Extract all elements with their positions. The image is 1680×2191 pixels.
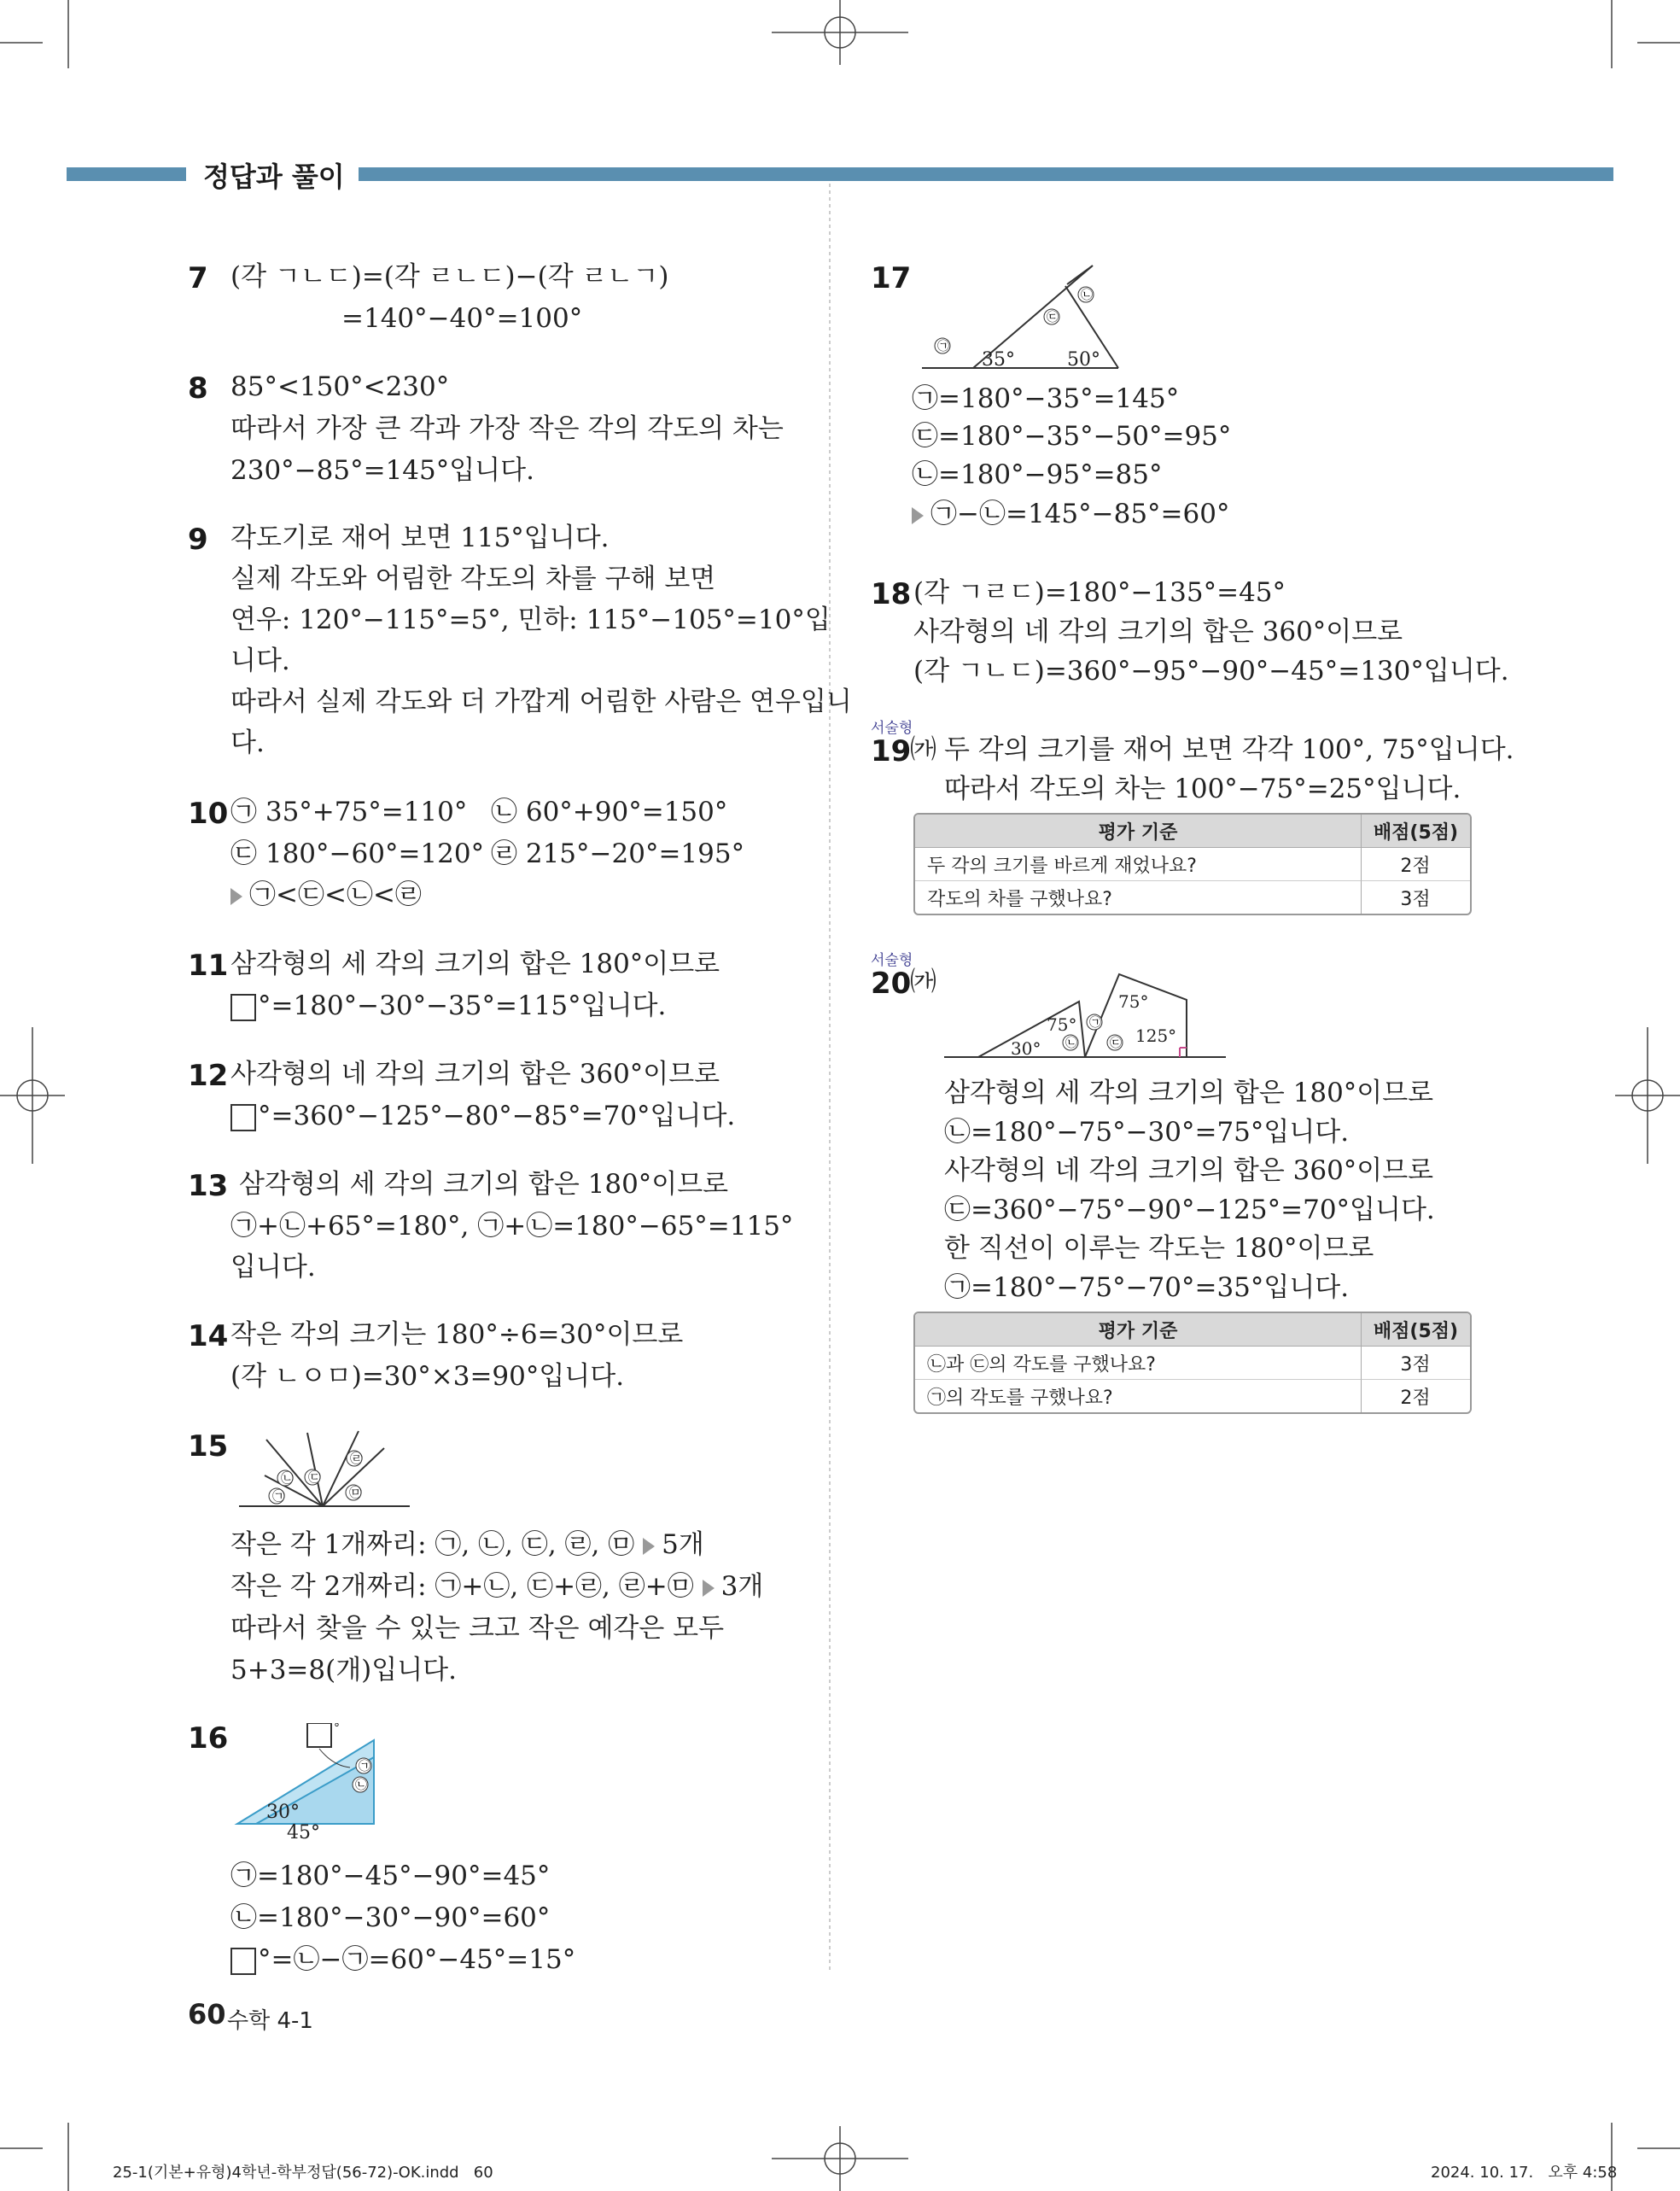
table-cell: 3점 bbox=[1361, 1347, 1470, 1380]
answer-line: 사각형의 네 각의 크기의 합은 360°이므로 bbox=[230, 1059, 720, 1090]
answer-line: 따라서 가장 큰 각과 가장 작은 각의 각도의 차는 bbox=[230, 413, 784, 444]
answer-text: 3개 bbox=[720, 1571, 764, 1602]
figure-label: 75° bbox=[1047, 1014, 1077, 1035]
table-row bbox=[915, 848, 1470, 881]
answer-line bbox=[230, 1099, 735, 1133]
answer-line: (각 ㄴㅇㅁ)=30°×3=90°입니다. bbox=[230, 1361, 625, 1392]
answer-line: ㉡=180°−30°−90°=60° bbox=[230, 1902, 551, 1933]
header-bar-right bbox=[359, 167, 1613, 181]
triangle-rulers-figure bbox=[230, 1723, 384, 1851]
answer-line: ㉠=180°−35°=145° bbox=[912, 383, 1180, 414]
answer-line: 두 각의 크기를 재어 보면 각각 100°, 75°입니다. bbox=[944, 734, 1514, 765]
problem-number: 12 bbox=[188, 1059, 229, 1093]
page-number: 60 bbox=[188, 1998, 226, 2030]
answer-line: ㉣ 215°−20°=195° bbox=[491, 838, 745, 869]
problem-number: 20 bbox=[871, 967, 912, 1001]
blank-box-icon bbox=[230, 994, 256, 1021]
figure-label: ㉣ bbox=[350, 1451, 364, 1466]
scoring-table bbox=[913, 813, 1472, 915]
essay-tag: 서술형 bbox=[871, 952, 913, 969]
table-cell: 각도의 차를 구했나요? bbox=[927, 888, 1112, 910]
figure-label: ㉡ bbox=[1065, 1037, 1077, 1050]
answer-line: ㉡ 60°+90°=150° bbox=[491, 797, 728, 827]
answer-line: 삼각형의 세 각의 크기의 합은 180°이므로 bbox=[230, 949, 720, 979]
figure-label: ㉡ bbox=[281, 1470, 295, 1486]
answer-line: =140°−40°=100° bbox=[341, 303, 583, 334]
answer-line: 실제 각도와 어림한 각도의 차를 구해 보면 bbox=[230, 564, 716, 594]
answer-text: °=360°−125°−80°−85°=70°입니다. bbox=[258, 1101, 736, 1131]
table-header: 평가 기준 bbox=[915, 1313, 1361, 1347]
blank-box-icon bbox=[230, 1948, 256, 1975]
answer-line: ㉠+㉡+65°=180°, ㉠+㉡=180°−65°=115° bbox=[230, 1211, 794, 1242]
answer-line: 입니다. bbox=[230, 1252, 316, 1282]
answer-line: 삼각형의 세 각의 크기의 합은 180°이므로 bbox=[944, 1078, 1434, 1108]
problem-number: 17 bbox=[871, 261, 912, 295]
arrow-icon bbox=[643, 1538, 655, 1555]
problem-number: 15 bbox=[188, 1429, 229, 1464]
problem-number: 10 bbox=[188, 797, 229, 831]
answer-line: 따라서 각도의 차는 100°−75°=25°입니다. bbox=[944, 774, 1461, 804]
figure-label: 30° bbox=[266, 1802, 300, 1823]
answer-line: 따라서 실제 각도와 더 가깝게 어림한 사람은 연우입니 bbox=[230, 687, 852, 717]
figure-label: ㉢ bbox=[1047, 311, 1059, 324]
print-date: 2024. 10. 17. 오후 4:58 bbox=[1431, 2164, 1618, 2182]
figure-label: ㉢ bbox=[308, 1469, 322, 1485]
answer-line: 230°−85°=145°입니다. bbox=[230, 455, 534, 486]
figure-label: ㉠ bbox=[1089, 1016, 1101, 1030]
answer-line bbox=[912, 497, 1229, 531]
figure-label: 125° bbox=[1135, 1025, 1177, 1046]
answer-text: ㉠−㉡=145°−85°=60° bbox=[930, 499, 1230, 529]
answer-line: ㉢=360°−75°−90°−125°=70°입니다. bbox=[944, 1195, 1435, 1225]
answer-line: ㉠=180°−45°−90°=45° bbox=[230, 1861, 551, 1891]
answer-line bbox=[230, 989, 666, 1023]
scoring-table bbox=[913, 1312, 1472, 1414]
answer-line: ㉡=180°−75°−30°=75°입니다. bbox=[944, 1117, 1350, 1148]
answer-line: 한 직선이 이루는 각도는 180°이므로 bbox=[944, 1233, 1374, 1264]
answer-line: 다. bbox=[230, 727, 265, 758]
answer-line: 삼각형의 세 각의 크기의 합은 180°이므로 bbox=[239, 1169, 729, 1200]
table-row bbox=[915, 1380, 1470, 1412]
problem-number: 9 bbox=[188, 523, 208, 557]
book-title: 수학 4-1 bbox=[227, 2008, 313, 2034]
answer-line: (각 ㄱㄴㄷ)=360°−95°−90°−45°=130°입니다. bbox=[913, 656, 1509, 687]
page-title: 정답과 풀이 bbox=[203, 161, 345, 193]
answer-line bbox=[230, 878, 422, 912]
answer-text: ㉠<㉢<㉡<㉣ bbox=[249, 879, 422, 910]
problem-number: 19 bbox=[871, 734, 912, 768]
example-mark: ㈎ bbox=[910, 967, 936, 997]
blank-box-icon bbox=[230, 1104, 256, 1131]
answer-line: 니다. bbox=[230, 646, 290, 676]
answer-line bbox=[230, 1943, 575, 1977]
table-cell: 2점 bbox=[1361, 1380, 1470, 1412]
answer-text: 작은 각 1개짜리: ㉠, ㉡, ㉢, ㉣, ㉤ bbox=[230, 1529, 635, 1560]
figure-label: 45° bbox=[287, 1822, 320, 1843]
problem-number: 14 bbox=[188, 1319, 229, 1353]
problem-number: 8 bbox=[188, 371, 208, 406]
arrow-icon bbox=[912, 507, 924, 524]
answer-line: 85°<150°<230° bbox=[230, 371, 450, 402]
angle-fan-figure bbox=[230, 1424, 418, 1510]
table-cell: 두 각의 크기를 바르게 재었나요? bbox=[915, 848, 1361, 881]
triangle-quadrilateral-figure bbox=[944, 969, 1226, 1063]
answer-text: °=㉡−㉠=60°−45°=15° bbox=[258, 1944, 576, 1975]
figure-label: 30° bbox=[1011, 1038, 1041, 1059]
answer-line: 각도기로 재어 보면 115°입니다. bbox=[230, 523, 610, 553]
problem-number: 13 bbox=[188, 1169, 229, 1203]
answer-line: (각 ㄱㄴㄷ)=(각 ㄹㄴㄷ)−(각 ㄹㄴㄱ) bbox=[230, 261, 669, 292]
figure-label: 75° bbox=[1118, 991, 1149, 1012]
blank-box-icon bbox=[307, 1723, 331, 1747]
answer-line bbox=[230, 1528, 704, 1562]
answer-line: ㉠ 35°+75°=110° bbox=[230, 797, 468, 827]
figure-label: ㉢ bbox=[1110, 1037, 1122, 1050]
header-bar-left bbox=[67, 167, 186, 181]
figure-label: ㉤ bbox=[349, 1485, 363, 1500]
figure-label: ㉠ bbox=[937, 340, 949, 353]
table-header: 평가 기준 bbox=[915, 815, 1361, 848]
problem-number: 16 bbox=[188, 1721, 229, 1756]
table-cell: ㉡과 ㉢의 각도를 구했나요? bbox=[915, 1347, 1361, 1380]
table-header: 배점(5점) bbox=[1361, 1313, 1470, 1347]
answer-line: 5+3=8(개)입니다. bbox=[230, 1655, 457, 1686]
triangle-figure bbox=[922, 260, 1144, 371]
table-row bbox=[915, 1347, 1470, 1380]
problem-number: 11 bbox=[188, 949, 229, 983]
figure-label: ° bbox=[334, 1723, 340, 1735]
answer-line: ㉢=180°−35°−50°=95° bbox=[912, 421, 1232, 452]
figure-label: ㉠ bbox=[272, 1488, 286, 1504]
figure-label: ㉠ bbox=[359, 1760, 370, 1773]
figure-label: 50° bbox=[1067, 349, 1100, 371]
answer-line: 연우: 120°−115°=5°, 민하: 115°−105°=10°입 bbox=[230, 605, 831, 635]
arrow-icon bbox=[230, 888, 242, 905]
answer-line: ㉡=180°−95°=85° bbox=[912, 459, 1163, 490]
answer-line: 작은 각의 크기는 180°÷6=30°이므로 bbox=[230, 1319, 684, 1350]
file-name: 25-1(기본+유형)4학년-학부정답(56-72)-OK.indd 60 bbox=[113, 2164, 493, 2182]
table-cell: ㉠의 각도를 구했나요? bbox=[927, 1387, 1113, 1409]
figure-label: ㉡ bbox=[1081, 289, 1093, 302]
answer-line: 사각형의 네 각의 크기의 합은 360°이므로 bbox=[944, 1155, 1434, 1186]
essay-tag: 서술형 bbox=[871, 720, 913, 737]
answer-line: ㉢ 180°−60°=120° bbox=[230, 838, 485, 869]
answer-line bbox=[230, 1569, 763, 1604]
answer-text: °=180°−30°−35°=115°입니다. bbox=[258, 990, 667, 1021]
table-header: 배점(5점) bbox=[1361, 815, 1470, 848]
figure-label: 35° bbox=[982, 349, 1015, 371]
answer-line: 따라서 찾을 수 있는 크고 작은 예각은 모두 bbox=[230, 1613, 725, 1644]
figure-label: ㉡ bbox=[355, 1779, 367, 1792]
problem-number: 7 bbox=[188, 261, 208, 295]
answer-line: ㉠=180°−75°−70°=35°입니다. bbox=[944, 1272, 1350, 1303]
answer-line: 사각형의 네 각의 크기의 합은 360°이므로 bbox=[913, 616, 1403, 647]
answer-text: 작은 각 2개짜리: ㉠+㉡, ㉢+㉣, ㉣+㉤ bbox=[230, 1571, 694, 1602]
answer-text: 5개 bbox=[662, 1529, 704, 1560]
table-cell: 2점 bbox=[1361, 848, 1470, 881]
table-cell: 3점 bbox=[1361, 881, 1470, 914]
example-mark: ㈎ bbox=[910, 734, 936, 765]
arrow-icon bbox=[703, 1580, 715, 1597]
table-row bbox=[915, 881, 1470, 914]
problem-number: 18 bbox=[871, 577, 912, 611]
answer-line: (각 ㄱㄹㄷ)=180°−135°=45° bbox=[913, 577, 1286, 608]
